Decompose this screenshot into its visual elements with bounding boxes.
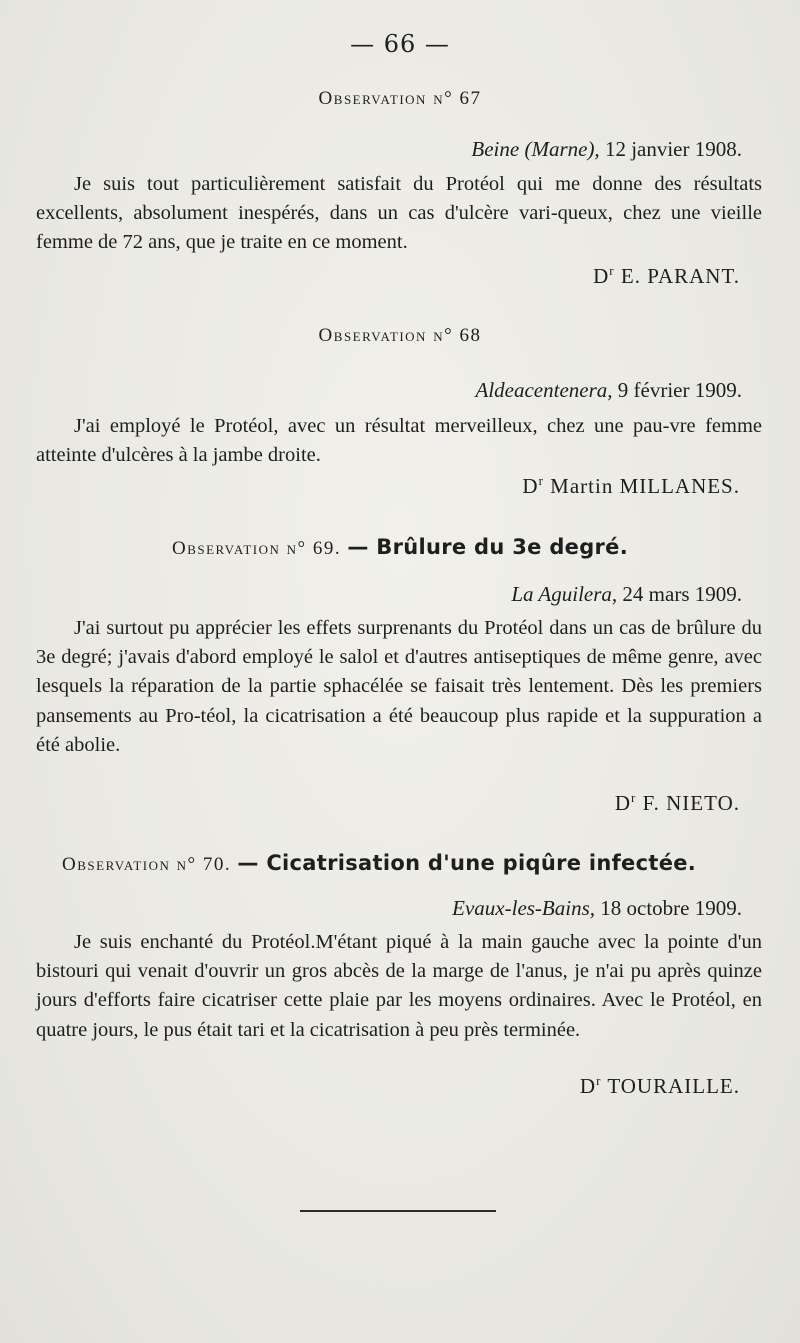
signature-title-sup: r <box>609 263 615 278</box>
observation-text: Je suis tout particulièrement satisfait du Protéol qui me donne des résultats excellents, absolument inespérés, dans un cas d'ulcère vari-queux, chez une vieille femme de 72 ans, que je traite en ce moment. <box>36 173 762 254</box>
observation-heading <box>0 88 800 110</box>
observation-text: J'ai surtout pu apprécier les effets surprenants du Protéol dans un cas de brûlure du 3e degré; j'avais d'abord employé le salol et d'autres antiseptiques de même genre, avec lesquels la réparation de la partie sphacélée se faisait très lentement. Dès les premiers pansements au Pro-téol, la cicatrisation a été beaucoup plus rapide et la suppuration a été abolie. <box>36 617 762 756</box>
end-rule <box>300 1210 496 1212</box>
place-date <box>471 137 742 162</box>
observation-number: n° 69. <box>286 538 342 559</box>
signature <box>580 1073 740 1099</box>
place: Evaux-les-Bains, <box>452 896 596 920</box>
observation-text: Je suis enchanté du Protéol.M'étant piqué à la main gauche avec la pointe d'un bistouri qui venait d'ouvrir un gros abcès de la marge de l'anus, je n'ai pu après quinze jours d'efforts faire cicatriser cette plaie par les moyens ordinaires. Avec le Protéol, en quatre jours, le pus était tari et la cicatrisation à peu près terminée. <box>36 931 762 1041</box>
observation-label: Observation <box>318 325 427 346</box>
observation-heading <box>0 325 800 347</box>
date: 9 février 1909. <box>617 378 742 402</box>
place-date <box>452 896 742 921</box>
observation-number: n° 67 <box>433 88 482 109</box>
place: Beine (Marne), <box>471 137 600 161</box>
observation-heading <box>0 535 800 560</box>
signature <box>522 473 740 499</box>
place-date <box>511 582 742 607</box>
place-date <box>476 378 743 403</box>
observation-subtitle: — Brûlure du 3e degré. <box>347 535 629 559</box>
place: Aldeacentenera, <box>475 378 613 402</box>
signature-name: F. NIETO. <box>642 791 740 815</box>
signature-title: D <box>614 791 632 815</box>
date: 12 janvier 1908. <box>604 137 742 161</box>
page-number: — 66 — <box>350 30 450 58</box>
signature-name: TOURAILLE. <box>607 1074 740 1098</box>
place: La Aguilera, <box>511 582 618 606</box>
observation-subtitle: — Cicatrisation d'une piqûre infectée. <box>237 851 697 875</box>
signature-title-sup: r <box>631 790 637 805</box>
date: 24 mars 1909. <box>622 582 742 606</box>
signature <box>615 790 740 816</box>
signature-title: D <box>522 474 539 498</box>
signature-title-sup: r <box>596 1073 602 1088</box>
signature <box>593 263 740 289</box>
signature-title-sup: r <box>538 473 544 488</box>
observation-label: Observation <box>62 854 171 875</box>
signature-name: Martin MILLANES. <box>550 474 740 498</box>
signature-name: E. PARANT. <box>620 264 740 288</box>
observation-text: J'ai employé le Protéol, avec un résultat merveilleux, chez une pau-vre femme atteinte d'ulcères à la jambe droite. <box>36 415 762 467</box>
observation-label: Observation <box>318 88 427 109</box>
observation-number: n° 68 <box>433 325 482 346</box>
observation-number: n° 70. <box>176 854 232 875</box>
date: 18 octobre 1909. <box>600 896 742 920</box>
signature-title: D <box>593 264 610 288</box>
observation-label: Observation <box>171 538 281 559</box>
signature-title: D <box>579 1074 597 1098</box>
observation-heading <box>62 851 762 876</box>
